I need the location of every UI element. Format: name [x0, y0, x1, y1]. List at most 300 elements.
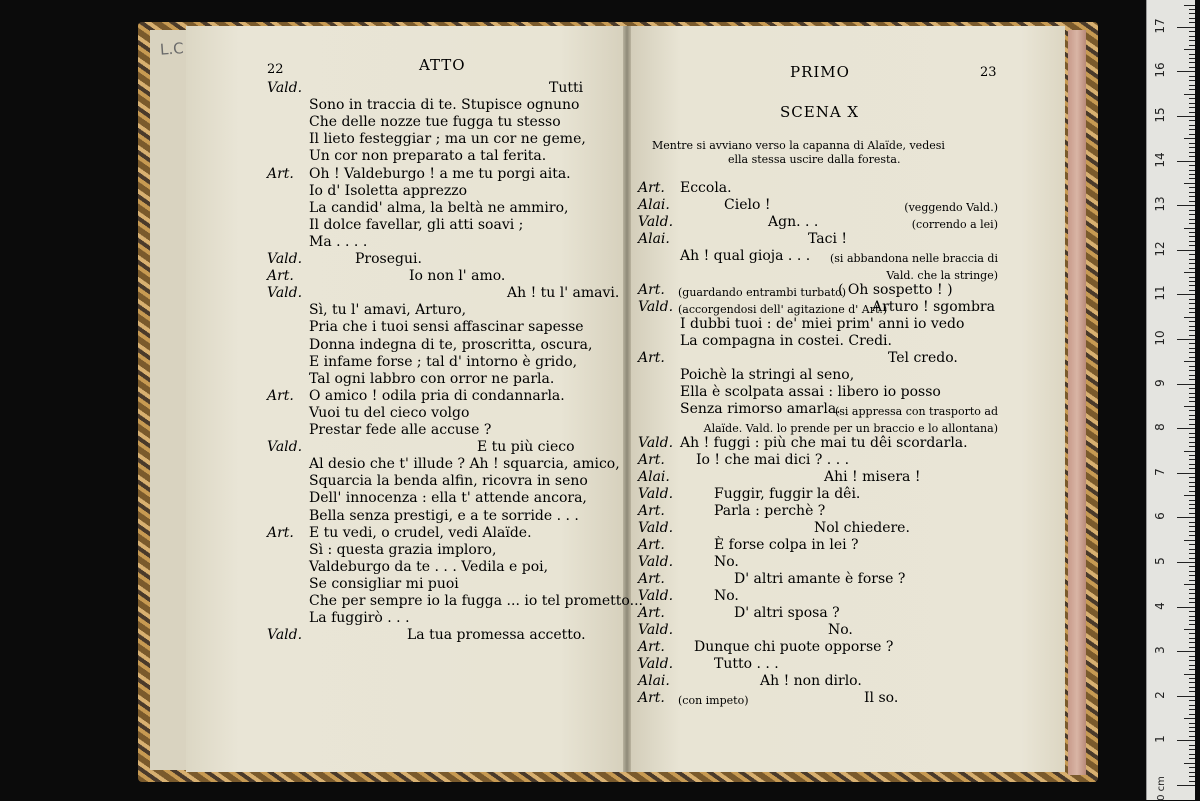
ruler-tick	[1177, 205, 1195, 206]
ruler-tick	[1189, 375, 1195, 376]
ruler-tick	[1189, 500, 1195, 501]
ruler-tick	[1177, 27, 1195, 28]
stage-direction: (veggendo Vald.)	[904, 201, 998, 214]
ruler-tick	[1189, 303, 1195, 304]
verse-line: D' altri sposa ?	[734, 605, 840, 621]
ruler-tick	[1189, 187, 1195, 188]
ruler-tick	[1189, 112, 1195, 113]
verse-line: Senza rimorso amarla.	[680, 401, 841, 417]
speaker-label: Art.	[638, 350, 665, 366]
verse-line: No.	[828, 622, 853, 638]
ruler-tick	[1184, 272, 1195, 273]
ruler-tick	[1189, 62, 1195, 63]
ruler-number: 6	[1153, 512, 1167, 521]
ruler-tick	[1189, 352, 1195, 353]
left-page-number: 22	[267, 62, 284, 77]
ruler-tick	[1189, 727, 1195, 728]
flyleaf	[150, 30, 190, 770]
speaker-label: Art.	[267, 165, 294, 182]
speaker-label: Art.	[638, 452, 665, 468]
ruler-tick	[1189, 299, 1195, 300]
ruler-tick	[1184, 540, 1195, 541]
verse-line: Bella senza prestigi, e a te sorride . . .	[309, 507, 579, 524]
ruler-tick	[1189, 513, 1195, 514]
speaker-label: Alai.	[638, 231, 670, 247]
ruler-number: 3	[1153, 646, 1167, 655]
speaker-label: Vald.	[638, 486, 674, 502]
ruler-tick	[1184, 138, 1195, 139]
ruler-tick	[1189, 192, 1195, 193]
ruler-tick	[1177, 740, 1195, 741]
verse-line: Taci !	[808, 231, 847, 247]
ruler-tick	[1189, 633, 1195, 634]
ruler-tick	[1189, 575, 1195, 576]
ruler-tick	[1189, 178, 1195, 179]
ruler-tick	[1189, 263, 1195, 264]
ruler-tick	[1189, 379, 1195, 380]
ruler-tick	[1189, 85, 1195, 86]
ruler-tick	[1189, 214, 1195, 215]
ruler-tick	[1189, 31, 1195, 32]
verse-line: Nol chiedere.	[814, 520, 910, 536]
ruler-tick	[1189, 508, 1195, 509]
ruler-tick	[1189, 67, 1195, 68]
ruler-tick	[1184, 495, 1195, 496]
ruler-tick	[1189, 9, 1195, 10]
ruler-tick	[1189, 281, 1195, 282]
ruler-tick	[1189, 535, 1195, 536]
ruler-tick	[1189, 611, 1195, 612]
speaker-label: Vald.	[638, 588, 674, 604]
ruler-tick	[1184, 763, 1195, 764]
ruler-tick	[1184, 718, 1195, 719]
verse-line: Agn. . .	[768, 214, 819, 230]
ruler-tick	[1189, 223, 1195, 224]
ruler-tick	[1184, 584, 1195, 585]
verse-line: La candid' alma, la beltà ne ammiro,	[309, 199, 569, 216]
speaker-label: Vald.	[638, 554, 674, 570]
ruler-tick	[1189, 593, 1195, 594]
ruler-tick	[1189, 40, 1195, 41]
speaker-label: Alai.	[638, 197, 670, 213]
ruler-tick	[1184, 94, 1195, 95]
verse-line: Ella è scolpata assai : libero io posso	[680, 384, 941, 400]
ruler-number: 1	[1153, 735, 1167, 744]
ruler-tick	[1189, 647, 1195, 648]
ruler-tick	[1189, 437, 1195, 438]
ruler-number: 16	[1153, 62, 1167, 79]
ruler-tick	[1189, 624, 1195, 625]
left-running-header: ATTO	[419, 56, 466, 74]
stage-direction: (con impeto)	[678, 694, 749, 707]
ruler-tick	[1189, 714, 1195, 715]
ruler-tick	[1189, 558, 1195, 559]
ruler-tick	[1189, 776, 1195, 777]
ruler-tick	[1184, 629, 1195, 630]
verse-line: Pria che i tuoi sensi affascinar sapesse	[309, 319, 584, 336]
ruler-tick	[1189, 259, 1195, 260]
stage-direction: (guardando entrambi turbato)	[678, 286, 847, 299]
ruler-tick	[1189, 201, 1195, 202]
ruler-tick	[1189, 236, 1195, 237]
verse-line: La tua promessa accetto.	[407, 627, 586, 644]
measuring-ruler	[1146, 0, 1195, 800]
ruler-tick	[1177, 294, 1195, 295]
ruler-number: 4	[1153, 601, 1167, 610]
verse-line: No.	[714, 554, 739, 570]
verse-line: Sì, tu l' amavi, Arturo,	[309, 302, 467, 319]
verse-line: Oh ! Valdeburgo ! a me tu porgi aita.	[309, 165, 571, 182]
ruler-tick	[1189, 54, 1195, 55]
verse-line: Al desio che t' illude ? Ah ! squarcia, amico,	[309, 456, 620, 473]
ruler-tick	[1189, 98, 1195, 99]
ruler-tick	[1189, 210, 1195, 211]
ruler-tick	[1189, 455, 1195, 456]
ruler-tick	[1184, 183, 1195, 184]
book-gutter	[623, 26, 631, 772]
ruler-tick	[1189, 129, 1195, 130]
ruler-tick	[1189, 366, 1195, 367]
verse-line: I dubbi tuoi : de' miei prim' anni io vedo	[680, 316, 965, 332]
speaker-label: Vald.	[267, 251, 303, 267]
ruler-tick	[1189, 410, 1195, 411]
verse-line: Arturo ! sgombra	[872, 299, 995, 315]
verse-line: Il lieto festeggiar ; ma un cor ne geme,	[309, 131, 586, 148]
ruler-tick	[1189, 723, 1195, 724]
verse-line: Se consigliar mi puoi	[309, 575, 459, 592]
ruler-tick	[1189, 76, 1195, 77]
ruler-tick	[1189, 504, 1195, 505]
ruler-tick	[1189, 343, 1195, 344]
ruler-tick	[1189, 290, 1195, 291]
verse-line: Che per sempre io la fugga ... io tel prometto...	[309, 593, 643, 609]
verse-line: Tutti	[549, 80, 584, 96]
ruler-tick	[1189, 357, 1195, 358]
ruler-tick	[1189, 526, 1195, 527]
ruler-tick	[1189, 602, 1195, 603]
ruler-number: 13	[1153, 196, 1167, 212]
verse-line: Prosegui.	[355, 251, 422, 267]
verse-line: Tel credo.	[888, 350, 958, 366]
speaker-label: Alai.	[638, 673, 670, 689]
ruler-tick	[1189, 393, 1195, 394]
ruler-tick	[1189, 638, 1195, 639]
ruler-tick	[1189, 254, 1195, 255]
ruler-tick	[1189, 308, 1195, 309]
speaker-label: Vald.	[267, 627, 303, 644]
ruler-tick	[1189, 152, 1195, 153]
ruler-tick	[1177, 785, 1195, 786]
speaker-label: Art.	[638, 537, 665, 553]
ruler-tick	[1189, 277, 1195, 278]
ruler-tick	[1189, 388, 1195, 389]
ruler-tick	[1189, 335, 1195, 336]
ruler-tick	[1189, 103, 1195, 104]
ruler-tick	[1189, 170, 1195, 171]
ruler-tick	[1177, 562, 1195, 563]
ruler-tick	[1184, 674, 1195, 675]
verse-line: D' altri amante è forse ?	[734, 571, 906, 587]
ruler-tick	[1189, 758, 1195, 759]
ruler-tick	[1189, 58, 1195, 59]
ruler-tick	[1189, 464, 1195, 465]
ruler-tick	[1184, 406, 1195, 407]
speaker-label: Art.	[267, 387, 294, 404]
ruler-tick	[1189, 80, 1195, 81]
speaker-label: Vald.	[638, 435, 674, 451]
ruler-tick	[1184, 361, 1195, 362]
ruler-tick	[1189, 120, 1195, 121]
stage-direction: (accorgendosi dell' agitazione d' Art.)	[678, 303, 888, 316]
ruler-tick	[1189, 749, 1195, 750]
ruler-tick	[1189, 321, 1195, 322]
speaker-label: Vald.	[638, 656, 674, 672]
speaker-label: Vald.	[638, 520, 674, 536]
stage-direction: Vald. che la stringe)	[886, 269, 998, 282]
ruler-tick	[1189, 482, 1195, 483]
ruler-tick	[1184, 451, 1195, 452]
ruler-tick	[1189, 687, 1195, 688]
ruler-tick	[1189, 401, 1195, 402]
ruler-tick	[1189, 491, 1195, 492]
verse-line: Squarcia la benda alfin, ricovra in seno	[309, 473, 588, 490]
ruler-tick	[1189, 691, 1195, 692]
ruler-number: 15	[1153, 107, 1167, 123]
verse-line: Prestar fede alle accuse ?	[309, 422, 492, 438]
speaker-label: Art.	[638, 639, 665, 655]
ruler-tick	[1189, 669, 1195, 670]
right-running-header: PRIMO	[790, 63, 850, 81]
ruler-tick	[1177, 384, 1195, 385]
ruler-tick	[1189, 544, 1195, 545]
verse-line: Ah ! qual gioja . . .	[680, 248, 811, 264]
ruler-tick	[1184, 228, 1195, 229]
ruler-tick	[1184, 5, 1195, 6]
ruler-tick	[1189, 312, 1195, 313]
ruler-tick	[1189, 143, 1195, 144]
speaker-label: Art.	[638, 282, 665, 298]
ruler-tick	[1189, 781, 1195, 782]
verse-line: Ahi ! misera !	[824, 469, 921, 485]
verse-line: Vuoi tu del cieco volgo	[309, 404, 470, 421]
ruler-tick	[1189, 580, 1195, 581]
ruler-tick	[1189, 285, 1195, 286]
verse-line: Il so.	[864, 690, 899, 706]
verse-line: Tutto . . .	[714, 656, 779, 672]
verse-line: Sì : questa grazia imploro,	[309, 541, 497, 558]
scene-heading: SCENA X	[780, 103, 860, 121]
verse-line: Ah ! tu l' amavi.	[507, 285, 620, 302]
stage-direction: (correndo a lei)	[911, 218, 998, 231]
verse-line: Cielo !	[724, 197, 771, 213]
ruler-tick	[1189, 772, 1195, 773]
ruler-tick	[1189, 745, 1195, 746]
verse-line: Dunque chi puote opporse ?	[694, 639, 894, 655]
ruler-tick	[1177, 607, 1195, 608]
ruler-tick	[1189, 433, 1195, 434]
ruler-tick	[1177, 696, 1195, 697]
ruler-tick	[1189, 326, 1195, 327]
verse-line: Io ! che mai dici ? . . .	[696, 452, 850, 468]
ruler-tick	[1189, 397, 1195, 398]
ruler-tick	[1189, 370, 1195, 371]
ruler-tick	[1189, 89, 1195, 90]
ruler-number: 11	[1153, 285, 1167, 302]
ruler-tick	[1189, 700, 1195, 701]
ruler-tick	[1189, 18, 1195, 19]
ruler-tick	[1189, 549, 1195, 550]
ruler-tick	[1189, 36, 1195, 37]
verse-line: Io non l' amo.	[409, 268, 506, 285]
verse-line: Un cor non preparato a tal ferita.	[309, 148, 547, 165]
ruler-tick	[1189, 531, 1195, 532]
right-page-number: 23	[980, 65, 997, 80]
verse-line: E tu vedi, o crudel, vedi Alaïde.	[309, 524, 532, 541]
ruler-tick	[1189, 459, 1195, 460]
ruler-number: 7	[1153, 467, 1167, 476]
ruler-tick	[1189, 656, 1195, 657]
ruler-tick	[1189, 442, 1195, 443]
ruler-tick	[1189, 22, 1195, 23]
speaker-label: Vald.	[267, 439, 303, 456]
ruler-tick	[1189, 196, 1195, 197]
ruler-tick	[1189, 156, 1195, 157]
verse-line: O amico ! odila pria di condannarla.	[309, 387, 565, 404]
verse-line: Che delle nozze tue fugga tu stesso	[309, 114, 561, 131]
ruler-tick	[1177, 339, 1195, 340]
speaker-label: Alai.	[638, 469, 670, 485]
speaker-label: Art.	[638, 503, 665, 519]
ruler-tick	[1189, 589, 1195, 590]
ruler-tick	[1189, 553, 1195, 554]
speaker-label: Vald.	[638, 622, 674, 638]
ruler-number: 17	[1153, 18, 1167, 34]
ruler-number: 8	[1153, 423, 1167, 432]
pencil-mark: L.C	[159, 39, 185, 59]
verse-line: La compagna in costei. Credi.	[680, 333, 892, 349]
ruler-tick	[1189, 147, 1195, 148]
verse-line: Valdeburgo da te . . . Vedila e poi,	[309, 558, 549, 575]
speaker-label: Art.	[638, 605, 665, 621]
ruler-tick	[1189, 566, 1195, 567]
ruler-tick	[1189, 134, 1195, 135]
ruler-tick	[1177, 71, 1195, 72]
ruler-tick	[1189, 665, 1195, 666]
ruler-number: 2	[1153, 690, 1167, 699]
speaker-label: Art.	[267, 268, 294, 285]
speaker-label: Vald.	[638, 214, 674, 230]
ruler-tick	[1189, 219, 1195, 220]
verse-line: Poichè la stringi al seno,	[680, 367, 855, 383]
ruler-tick	[1189, 731, 1195, 732]
ruler-tick	[1189, 45, 1195, 46]
verse-line: E infame forse ; tal d' intorno è grido,	[309, 353, 578, 370]
stage-direction-line-2: ella stessa uscire dalla foresta.	[728, 153, 901, 166]
ruler-tick	[1189, 468, 1195, 469]
verse-line: Io d' Isoletta apprezzo	[309, 182, 468, 199]
ruler-tick	[1189, 705, 1195, 706]
verse-line: No.	[714, 588, 739, 604]
verse-line: Ah ! fuggi : più che mai tu dêi scordarla.	[680, 435, 968, 451]
ruler-tick	[1189, 107, 1195, 108]
ruler-tick	[1189, 419, 1195, 420]
ruler-tick	[1177, 517, 1195, 518]
ruler-tick	[1184, 49, 1195, 50]
verse-line: È forse colpa in lei ?	[714, 537, 859, 553]
verse-line: Sono in traccia di te. Stupisce ognuno	[309, 97, 580, 114]
ruler-number: 5	[1153, 557, 1167, 565]
speaker-label: Art.	[638, 571, 665, 587]
speaker-label: Vald.	[267, 80, 303, 96]
ruler-tick	[1189, 616, 1195, 617]
ruler-tick	[1177, 473, 1195, 474]
ruler-tick	[1189, 424, 1195, 425]
ruler-tick	[1189, 620, 1195, 621]
speaker-label: Vald.	[267, 285, 303, 302]
stage-direction: (si appressa con trasporto ad	[834, 405, 998, 418]
speaker-label: Art.	[638, 690, 665, 706]
ruler-tick	[1189, 330, 1195, 331]
ruler-tick	[1189, 682, 1195, 683]
verse-line: Dell' innocenza : ella t' attende ancora,	[309, 490, 587, 507]
speaker-label: Art.	[638, 180, 665, 196]
ruler-tick	[1189, 754, 1195, 755]
speaker-label: Art.	[267, 524, 294, 541]
stage-direction: (si abbandona nelle braccia di	[830, 252, 998, 265]
verse-line: Il dolce favellar, gli atti soavi ;	[309, 216, 524, 233]
verse-line: E tu più cieco	[477, 439, 575, 456]
ruler-tick	[1189, 268, 1195, 269]
ruler-tick	[1189, 241, 1195, 242]
ruler-tick	[1189, 348, 1195, 349]
ruler-tick	[1177, 651, 1195, 652]
ruler-tick	[1189, 736, 1195, 737]
verse-line: Ah ! non dirlo.	[760, 673, 862, 689]
ruler-tick	[1189, 709, 1195, 710]
stage-direction: Alaïde. Vald. lo prende per un braccio e lo allontana)	[703, 422, 998, 435]
verse-line: ( Oh sospetto ! )	[838, 282, 953, 298]
verse-line: Tal ogni labbro con orror ne parla.	[309, 370, 555, 387]
verse-line: Fuggir, fuggir la dêi.	[714, 486, 861, 502]
ruler-tick	[1189, 678, 1195, 679]
verse-line: La fuggirò . . .	[309, 610, 410, 627]
ruler-tick	[1177, 428, 1195, 429]
speaker-label: Vald.	[638, 299, 674, 315]
ruler-tick	[1189, 477, 1195, 478]
ruler-tick	[1189, 13, 1195, 14]
ruler-tick	[1177, 116, 1195, 117]
ruler-number: 9	[1153, 378, 1167, 387]
ruler-tick	[1177, 161, 1195, 162]
page-edges	[1068, 30, 1086, 775]
ruler-tick	[1189, 767, 1195, 768]
ruler-tick	[1189, 598, 1195, 599]
ruler-tick	[1184, 317, 1195, 318]
ruler-tick	[1189, 446, 1195, 447]
ruler-tick	[1189, 522, 1195, 523]
ruler-tick	[1189, 486, 1195, 487]
ruler-tick	[1189, 125, 1195, 126]
ruler-tick	[1189, 165, 1195, 166]
ruler-tick	[1189, 660, 1195, 661]
ruler-number: 14	[1153, 151, 1167, 168]
ruler-tick	[1189, 571, 1195, 572]
ruler-unit-label: 0 cm	[1155, 776, 1167, 801]
verse-line: Eccola.	[680, 180, 732, 196]
ruler-number: 10	[1153, 330, 1167, 346]
ruler-number: 12	[1153, 241, 1167, 257]
ruler-tick	[1189, 174, 1195, 175]
